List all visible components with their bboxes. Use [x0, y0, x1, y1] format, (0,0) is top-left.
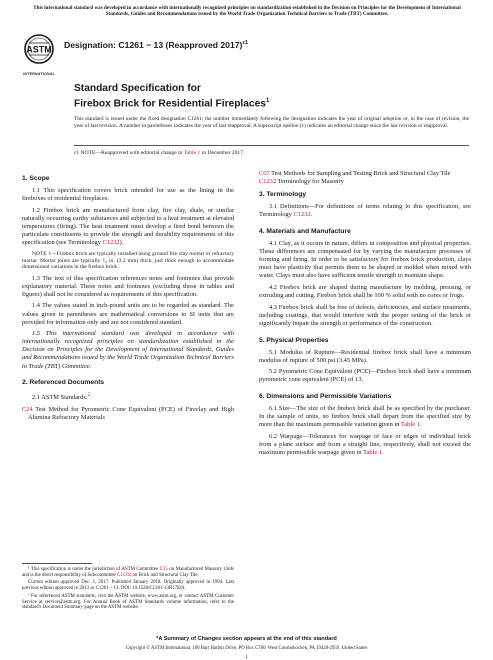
summary-notice: *A Summary of Changes section appears at the end of this standard	[156, 636, 337, 642]
designation-text: Designation: C1261 − 13 (Reapproved 2017)	[64, 40, 243, 50]
c1232-ref-link[interactable]: C1232	[259, 178, 277, 186]
right-column	[259, 170, 471, 461]
para-4-3: 4.3 Firebox brick shall be free of defects, deficiencies, and surface treatments, including coatings, that would interfere with the proper setting of the brick or significantly impair the strength or performance of the construction.	[259, 303, 471, 327]
trade-notice: This international standard was developed in accordance with internationally recognized principles on standardization established in the Decision on Principles for the Development of International Standards, Guides and Recommendations issued by the World Trade Organization Technical Barriers to Trade (TBT) Committee.	[33, 5, 461, 18]
designation-epsilon: ε1	[242, 40, 249, 47]
c67-link[interactable]: C67	[259, 170, 270, 177]
table-1-link[interactable]: Table 1	[183, 150, 201, 156]
copyright: Copyright © ASTM International, 100 Barr Harbor Drive, PO Box C700, West Conshohocken, PA 19428-2959. United States	[125, 646, 368, 651]
document-title	[74, 83, 269, 111]
para-1-1: 1.1 This specification covers brick intended for use as the lining in the fireboxes of residential fireplaces.	[22, 187, 234, 203]
para-4-1: 4.1 Clay, as it occurs in nature, differs in composition and physical properties. These differences are compensated for by varying the manufacture processes of forming and firing. In order to be satisfactory for firebox brick production, clays must have plasticity that permits them to be shaped or molded when mixed with water. Clays must also have sufficient tensile strength to maintain shape.	[259, 240, 471, 280]
footnote-2: ² For referenced ASTM standards, visit the ASTM website, www.astm.org, or contact ASTM Customer Service at service@astm.org. For Annual Book of ASTM Standards volume information, refer to the standard's Document Summary page on the ASTM website.	[22, 593, 234, 611]
divider	[74, 145, 469, 146]
para-3-1: 3.1 Definitions—For definitions of terms relating to this specification, see Terminology C1232.	[259, 203, 471, 219]
c1232-link[interactable]: C1232	[102, 239, 120, 247]
title-line-2: Firebox Brick for Residential Fireplaces$^1$	[74, 98, 270, 110]
para-1-2: 1.2 Firebox brick are manufactured from clay, fire clay, shale, or similar naturally occurring earthy substances and subjected to a heat treatment at elevated temperatures (firing). The heat treatment must develop a fired bond between the particulate constituents to provide the strength and durability requirements of this specification (see Terminology C1232).	[22, 206, 234, 247]
para-5-1: 5.1 Modulus of Rupture—Residential firebox brick shall have a minimum modulus of rupture of 500 psi (3.45 MPa).	[259, 348, 471, 364]
note-1: NOTE 1—Firebox brick are typically installed using ground fire clay mortar or refractory mortar. Mortar joints are typically ¹⁄₈ in. (3.2 mm) thick, just thick enough to accommodate dimensional variations in the firebox brick.	[22, 250, 234, 271]
para-4-2: 4.2 Firebox brick are shaped during manufacture by molding, pressing, or extruding and cutting. Firebox brick shall be 100 % solid with no cores or frogs.	[259, 284, 471, 300]
c15-02-link[interactable]: C15.02	[116, 572, 132, 578]
footnote-1-edition: Current edition approved Dec. 1, 2017. Published January 2018. Originally approved in 1994. Last previous edition approved in 2013 as C1261 – 13. DOI: 10.1520/C1261-13R17E01.	[22, 580, 234, 592]
title-line-1: Standard Specification for	[74, 83, 201, 94]
para-1-4: 1.4 The values stated in inch-pound units are to be regarded as standard. The values given in parentheses are mathematical conversions to SI units that are provided for information only and are not considered standard.	[22, 302, 234, 326]
para-1-5: 1.5 This international standard was developed in accordance with internationally recognized principles on standardization established in the Decision on Principles for the Development of International Standards, Guides and Recommendations issued by the World Trade Organization Technical Barriers to Trade (TBT) Committee.	[22, 330, 234, 370]
table-1-link-6-1[interactable]: Table 1	[400, 421, 420, 429]
left-column	[22, 175, 234, 422]
section-4-heading: 4. Materials and Manufacture	[259, 227, 351, 235]
title-footnote-mark: 1	[265, 98, 270, 105]
para-6-1: 6.1 Size—The size of the firebox brick shall be as specified by the purchaser. In the sample of units, no firebox brick shall depart from the specified size by more than the maximum permissible variation given in Table 1.	[259, 405, 471, 429]
astm-logo	[24, 33, 54, 71]
para-2-1: 2.1 ASTM Standards:$^2$	[32, 392, 91, 402]
footnote-1: ¹ This specification is under the jurisdiction of ASTM Committee C15 on Manufactured Masonry Units and is the direct responsibility of Subcommittee C15.02 on Brick and Structural Clay Tile.	[22, 567, 234, 578]
c15-link[interactable]: C15	[159, 567, 168, 572]
table-1-link-6-2[interactable]: Table 1	[363, 449, 382, 457]
logo-caption: INTERNATIONAL	[23, 72, 55, 76]
section-2-heading: 2. Referenced Documents	[22, 379, 105, 387]
designation	[64, 40, 248, 50]
ref-c67: C67 Test Methods for Sampling and Testing Brick and Structural Clay Tile	[259, 170, 451, 177]
footnote-divider	[22, 563, 92, 564]
para-6-2: 6.2 Warpage—Tolerances for warpage of face or edges of individual brick from a plane surface and from a straight line, respectively, shall not exceed the maximum permissible warpage given in Table 1.	[259, 432, 471, 457]
section-6-heading: 6. Dimensions and Permissible Variations	[259, 392, 392, 400]
para-5-2: 5.2 Pyrometric Cone Equivalent (PCE)—Firebox brick shall have a minimum pyrometric cone equivalent (PCE) of 13.	[259, 368, 471, 384]
footnotes	[22, 567, 234, 613]
editorial-note: ε1 NOTE—Reapproved with editorial change in Table 1 in December 2017.	[74, 150, 245, 156]
para-1-3: 1.3 The text of this specification references notes and footnotes that provide explanatory material. These notes and footnotes (excluding those in tables and figures) shall not be considered as requirements of this specification.	[22, 274, 234, 298]
svg-text:ASTM: ASTM	[26, 44, 52, 55]
c1232-term-link[interactable]: C1232	[293, 211, 311, 219]
section-3-heading: 3. Terminology	[259, 191, 307, 199]
issued-statement: This standard is issued under the fixed designation C1261; the number immediately following the designation indicates the year of original adoption or, in the case of revision, the year of last revision. A number in parentheses indicates the year of last reapproval. A superscript epsilon (ε) indicates an editorial change since the last revision or reapproval.	[74, 116, 469, 129]
ref-c1232: C1232 Terminology for Masonry	[259, 178, 344, 186]
c24-link[interactable]: C24	[22, 405, 33, 413]
page-number: 1	[245, 654, 248, 660]
section-1-heading: 1. Scope	[22, 175, 50, 182]
section-5-heading: 5. Physical Properties	[259, 336, 329, 344]
footnote-2-mark[interactable]: 2	[87, 392, 91, 399]
ref-c24: C24 Test Method for Pyrometric Cone Equivalent (PCE) of Fireclay and High Alumina Refractory Materials	[22, 405, 234, 422]
